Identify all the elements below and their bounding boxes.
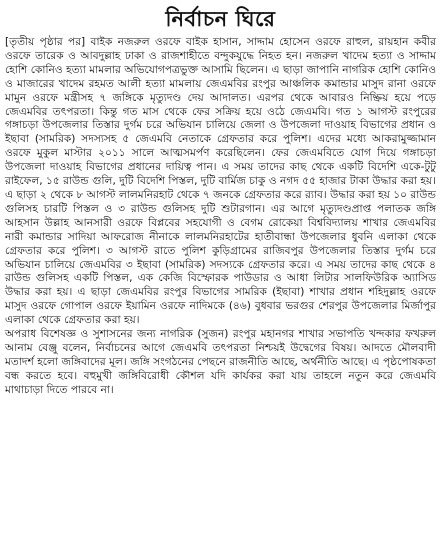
article-headline: নির্বাচন ঘিরে [165, 7, 276, 31]
article-paragraph-1 [5, 36, 436, 189]
article-body [5, 36, 436, 398]
continuation-label: [তৃতীয় পৃষ্ঠার পর] [5, 36, 86, 48]
article-paragraph-2: এ ছাড়া ২ থেকে ৮ আগস্ট লালমনিরহাট থেকে ৭ জনকে গ্রেফতার করে র‍্যাব। উদ্ধার করা হয় ১০ রাউন্ড গুলিসহ চারটি পিস্তল ও ৩ রাউন্ড গুলিসহ দুটি শুটারগান। এর আগে মৃত্যুদণ্ডপ্রাপ্ত পলাতক জঙ্গি আহসান উল্লাহ আনসারী ওরফে বিপ্লবের সহযোগী ও বেগম রোকেয়া বিশ্ববিদ্যালয় শাখার জেএমবির নারী কমান্ডার সাদিয়া আফরোজ নীনাকে লালমনিরহাটের হাতীবান্ধা উপজেলার ধুবনি এলাকা থেকে গ্রেফতার করে পুলিশ। ৩ আগস্ট রাতে পুলিশ কুড়িগ্রামের রাজিবপুর উপজেলার তিস্তার দুর্গম চরে অভিযান চালিয়ে জেএমবির ৩ ইছাবা (সামরিক) সদস্যকে গ্রেফতার করে। এ সময় তাদের কাছ থেকে ৪ রাউন্ড গুলিসহ একটি পিস্তল, এক কেজি বিস্ফোরক পাউডার ও আধা লিটার সালফিউরিক অ্যাসিড উদ্ধার করা হয়। এ ছাড়া জেএমবির রংপুর বিভাগের সামরিক (ইছাবা) শাখার প্রধান শহিদুল্লাহ ওরফে মাসুদ ওরফে গোপাল ওরফে ইয়ামিন ওরফে নাদিমকে (৪৬) বুধবার ভরগুর শেরপুর উপজেলার মির্জাপুর এলাকা থেকে গ্রেফতার করা হয়। [5, 188, 436, 327]
paragraph-1-text: বাইক নজরুল ওরফে বাইক হাসান, সাদ্দাম হোসেন ওরফে রাহুল, রায়হান কবীর ওরফে তারেক ও আবদুল্লাহ ঢাকা ও রাজশাহীতে বন্দুকযুদ্ধে নিহত হন। নজরুল খাদেম হত্যা ও সাদ্দাম হোশি কোনিও হত্যা মামলার অভিযোগপত্রভুক্ত আসামি ছিলেন। এ ছাড়া জাপানি নাগরিক হোশি কোনিও ও মাজারের খাদেম রহমত আলী হত্যা মামলায় জেএমবির রংপুর আঞ্চলিক কমান্ডার মাসুদ রানা ওরফে মামুন ওরফে মন্ত্রীসহ ৭ জঙ্গিকে মৃত্যুদণ্ড দেয় আদালত। এরপর থেকে আবারও নিষ্ক্রিয় হয়ে পড়ে জেএমবির তৎপরতা। কিন্তু গত মাস থেকে ফের সক্রিয় হয়ে ওঠে জেএমবি। গত ১ আগস্ট রংপুরের গঙ্গাচড়া উপজেলার তিস্তার দুর্গম চরে অভিযান চালিয়ে জেলা ও উপজেলা দাওয়াহ বিভাগের প্রধান ও ইছাবা (সামরিক) সদস্যসহ ৫ জেএমবি নেতাকে গ্রেফতার করে পুলিশ। এদের মধ্যে আকরামুজ্জামান ওরফে মুকুল মাস্টার ২০১১ সালে আত্মসমর্পণ করেছিলেন। ফের জেএমবিতে যোগ দিয়ে গঙ্গাচড়া উপজেলা দাওয়াহ বিভাগের প্রধানের দায়িত্ব পান। এ সময় তাদের কাছ থেকে একটি বিদেশি একে-টুটু রাইফেল, ১৫ রাউন্ড গুলি, দুটি বিদেশি পিস্তল, দুটি বার্মিজ চাকু ও নগদ ৫৫ হাজার টাকা উদ্ধার করা হয়। [5, 36, 436, 188]
article-paragraph-3: অপরাধ বিশেষজ্ঞ ও সুশাসনের জন্য নাগরিক (সুজন) রংপুর মহানগর শাখার সভাপতি খন্দকার ফখরুল আনাম বেঞ্জু বলেন, নির্বাচনের আগে জেএমবি তৎপরতা নিশ্চয়ই উদ্বেগের বিষয়। আদতে মৌলবাদী মতাদর্শ হলো জঙ্গিবাদের মূল। জঙ্গি সংগঠনের পেছনে রাজনীতি আছে, অর্থনীতি আছে। এ পৃষ্ঠপোষকতা বন্ধ করতে হবে। বহুমুখী জঙ্গিবিরোধী কৌশল যদি কার্যকর করা যায় তাহলে নতুন করে জেএমবি মাথাচাড়া দিতে পারবে না। [5, 328, 436, 396]
